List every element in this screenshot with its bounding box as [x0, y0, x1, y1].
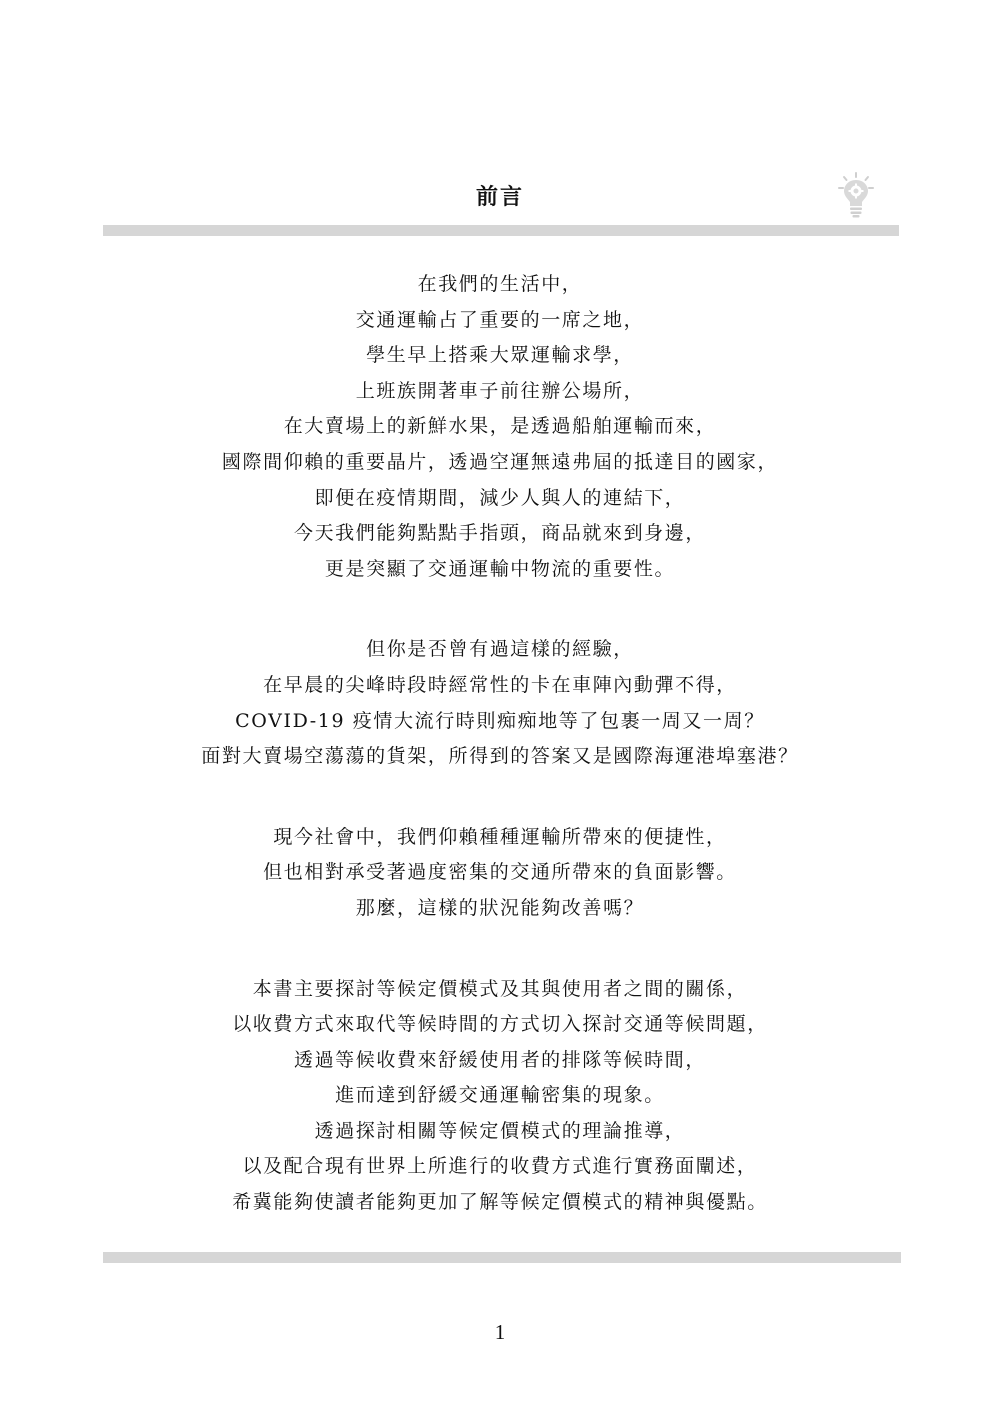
header-divider	[103, 225, 899, 236]
text-line: 以收費方式來取代等候時間的方式切入探討交通等候問題，	[232, 1013, 768, 1036]
text-line: 透過探討相關等候定價模式的理論推導，	[314, 1119, 686, 1142]
text-line: 上班族開著車子前往辦公場所，	[355, 379, 645, 402]
page-number: 1	[494, 1320, 506, 1344]
text-line: 在大賣場上的新鮮水果，是透過船舶運輸而來，	[283, 415, 717, 438]
preface-body	[80, 267, 920, 1266]
text-line: 即便在疫情期間，減少人與人的連結下，	[314, 486, 686, 509]
text-line: 國際間仰賴的重要晶片，透過空運無遠弗屆的抵達目的國家，	[221, 450, 779, 473]
paragraph	[80, 267, 920, 587]
text-line: 本書主要探討等候定價模式及其與使用者之間的關係，	[252, 977, 748, 1000]
paragraph	[80, 820, 920, 927]
text-line: 那麼，這樣的狀況能夠改善嗎？	[355, 896, 645, 919]
text-line: 但也相對承受著過度密集的交通所帶來的負面影響。	[263, 861, 737, 884]
footer-divider	[103, 1252, 901, 1263]
text-line: 學生早上搭乘大眾運輸求學，	[366, 344, 634, 367]
text-line: 在早晨的尖峰時段時經常性的卡在車陣內動彈不得，	[263, 673, 737, 696]
text-line: 更是突顯了交通運輸中物流的重要性。	[324, 557, 676, 580]
text-line: 透過等候收費來舒緩使用者的排隊等候時間，	[293, 1048, 706, 1071]
lightbulb-gear-icon	[838, 172, 874, 218]
text-line: 面對大賣場空蕩蕩的貨架，所得到的答案又是國際海運港埠塞港？	[201, 745, 799, 768]
text-line: 希冀能夠使讀者能夠更加了解等候定價模式的精神與優點。	[232, 1191, 768, 1214]
page-title: 前言	[475, 184, 524, 210]
text-line: 進而達到舒緩交通運輸密集的現象。	[335, 1084, 665, 1107]
text-line: 但你是否曾有過這樣的經驗，	[366, 638, 634, 661]
text-line: 交通運輸占了重要的一席之地，	[355, 308, 645, 331]
text-line: 以及配合現有世界上所進行的收費方式進行實務面闡述，	[242, 1155, 758, 1178]
text-line: 在我們的生活中，	[417, 273, 583, 295]
text-line: 今天我們能夠點點手指頭，商品就來到身邊，	[293, 522, 706, 545]
paragraph	[80, 972, 920, 1221]
text-line: COVID-19 疫情大流行時則痴痴地等了包裹一周又一周？	[235, 709, 765, 732]
text-line: 現今社會中，我們仰賴種種運輸所帶來的便捷性，	[273, 825, 727, 848]
paragraph	[80, 632, 920, 774]
